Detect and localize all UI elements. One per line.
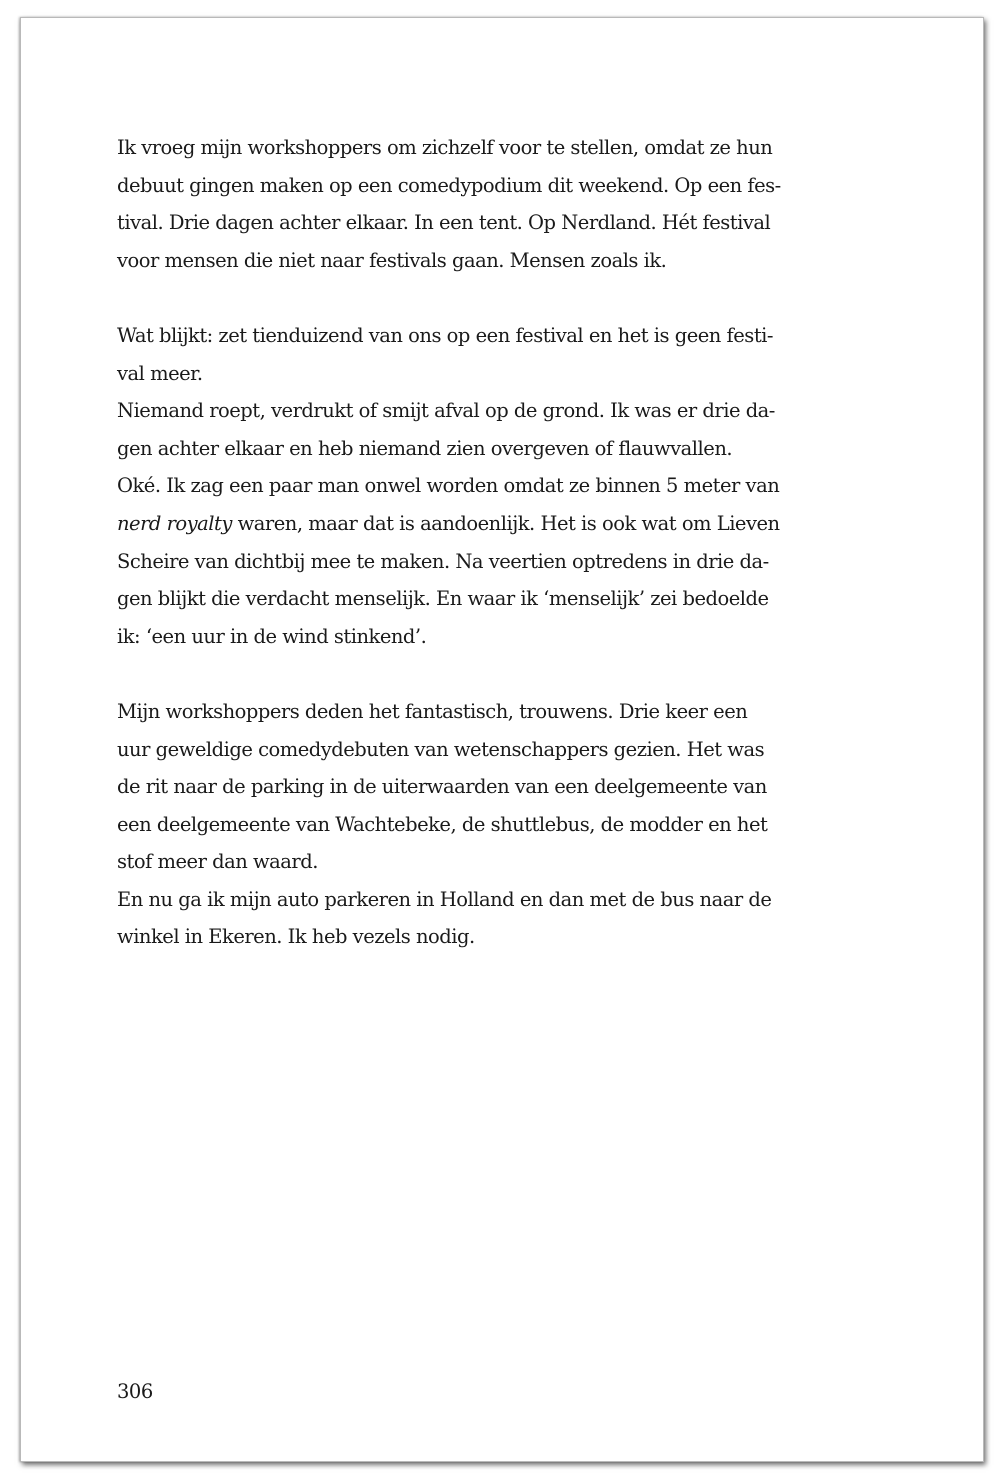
text-line: val meer. [117,361,203,385]
text-line: de rit naar de parking in de uiterwaarden van een deelgemeente van [117,775,767,799]
text-line: Scheire van dichtbij mee te maken. Na veertien optredens in drie da- [117,549,769,573]
text-line: gen blijkt die verdacht menselijk. En waar ik ‘menselijk’ zei bedoelde [117,587,769,611]
italic-phrase: nerd royalty [117,511,232,535]
text-line: voor mensen die niet naar festivals gaan. Mensen zoals ik. [117,248,667,272]
text-line: winkel in Ekeren. Ik heb vezels nodig. [117,925,475,949]
text-line: Niemand roept, verdrukt of smijt afval op de grond. Ik was er drie da- [117,399,775,423]
paragraph-gap [117,655,837,693]
text-line: Ik vroeg mijn workshoppers om zichzelf voor te stellen, omdat ze hun [117,136,773,159]
text-line: Oké. Ik zag een paar man onwel worden omdat ze binnen 5 meter van [117,474,780,498]
text-line: tival. Drie dagen achter elkaar. In een tent. Op Nerdland. Hét festival [117,211,771,235]
paragraph-gap [117,279,837,317]
text-line-italic [117,505,837,543]
text-fragment: waren, maar dat is aandoenlijk. Het is ook wat om Lieven [231,511,780,535]
body-text [117,129,837,956]
text-line: Wat blijkt: zet tienduizend van ons op een festival en het is geen festi- [117,323,773,347]
text-line: debuut gingen maken op een comedypodium dit weekend. Op een fes- [117,173,781,197]
text-line: stof meer dan waard. [117,850,318,874]
text-line: een deelgemeente van Wachtebeke, de shuttlebus, de modder en het [117,812,768,836]
book-page [20,17,984,1462]
text-line: En nu ga ik mijn auto parkeren in Holland en dan met de bus naar de [117,887,772,911]
text-line: gen achter elkaar en heb niemand zien overgeven of flauwvallen. [117,436,733,460]
page-number: 306 [117,1380,153,1403]
text-line: Mijn workshoppers deden het fantastisch, trouwens. Drie keer een [117,699,748,723]
text-line: uur geweldige comedydebuten van wetenschappers gezien. Het was [117,737,765,761]
text-line: ik: ‘een uur in de wind stinkend’. [117,624,427,648]
